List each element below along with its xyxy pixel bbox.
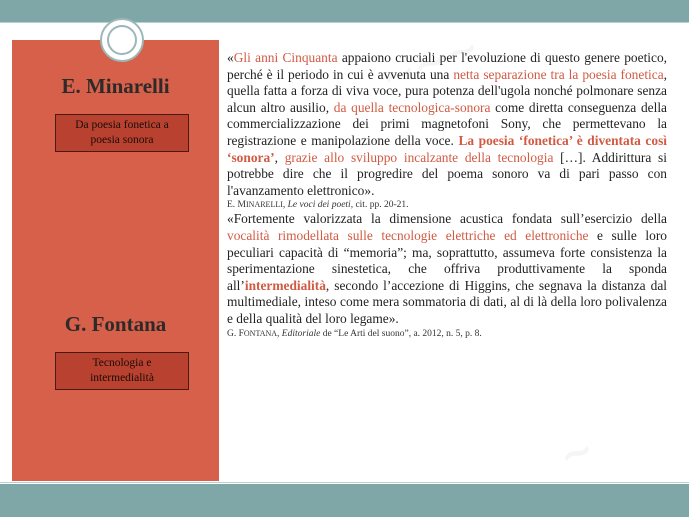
quote-text: «	[227, 50, 234, 65]
bottom-rule	[0, 482, 689, 483]
quote-text: appaiono cruciali per l'evoluzione di questo genere poetico, perché è il periodo in cui è avvenuta una	[227, 50, 668, 82]
left-panel	[12, 40, 219, 481]
cite-rest: de “Le Arti del suono”, a. 2012, n. 5, p. 8.	[320, 328, 482, 339]
cite-author: E. M	[227, 200, 246, 211]
citation-minarelli	[227, 199, 667, 211]
content-area	[227, 50, 667, 340]
quote-highlight: grazie allo sviluppo incalzante della tecnologia	[284, 149, 554, 165]
cite-rest: , cit. pp. 20-21.	[350, 200, 409, 211]
quote-text: come diretta conseguenza della commercializzazione dei primi magnetofoni Sony, che permettevano la registrazione e manipolazione della voce.	[227, 99, 667, 148]
cite-sep: ,	[282, 200, 288, 211]
quote-text: , quella fatta a forza di viva voce, pura potenza dell'ugola nonché polmonare senza alcun altro ausilio,	[227, 66, 668, 115]
quote-text: […]. Addirittura si potrebbe dire che il progredire del poema sonoro va di pari passo con l'avanzamento elettronico».	[227, 149, 667, 198]
quote-highlight-bold: La poesia ‘fonetica’ è diventata così ‘sonora’	[227, 132, 667, 165]
tag-intermedialita	[55, 352, 189, 390]
cite-title: Editoriale	[281, 328, 321, 339]
tag-line: Da poesia fonetica a	[75, 119, 169, 131]
author-minarelli: E. Minarelli	[61, 74, 170, 98]
cite-author: G. F	[227, 328, 244, 339]
circle-inner-icon	[107, 25, 137, 55]
tag-poesia-sonora	[55, 114, 189, 152]
tag-line: intermedialità	[90, 372, 154, 384]
cite-author: ONTANA	[243, 328, 278, 338]
citation-fontana	[227, 328, 667, 340]
quote-text: «Fortemente valorizzata la dimensione acustica fondata sull’esercizio della	[227, 211, 667, 227]
quote-text: , secondo l’accezione di Higgins, che segnava la distanza dal multimediale, inteso come mera sommatoria di dati, al di là della loro polivalenza e della qualità del loro legame».	[227, 277, 667, 326]
top-bar	[0, 0, 689, 22]
top-rule	[0, 22, 689, 23]
quote-highlight: vocalità rimodellata sulle tecnologie elettriche ed elettroniche	[227, 227, 589, 243]
quote-fontana	[227, 211, 667, 327]
cite-sep: ,	[277, 328, 282, 339]
bottom-bar	[0, 484, 689, 517]
quote-highlight-bold: intermedialità	[244, 277, 326, 293]
quote-highlight: da quella tecnologica-sonora	[333, 99, 491, 115]
background-watermark	[553, 426, 600, 481]
quote-highlight: netta separazione tra la poesia fonetica	[453, 66, 664, 82]
quote-text: ,	[274, 149, 285, 165]
quote-minarelli	[227, 50, 667, 199]
tag-line: poesia sonora	[90, 134, 154, 146]
quote-text: e sulle loro peculiari capacità di “memoria”; ma, soprattutto, assumeva forte consistenza la sperimentazione sinestetica, che offriva produttivamente la sponda all’	[227, 227, 667, 293]
quote-highlight: Gli anni Cinquanta	[233, 50, 338, 65]
cite-title: Le voci dei poeti	[287, 200, 351, 211]
author-fontana: G. Fontana	[64, 312, 167, 336]
tag-line: Tecnologia e	[92, 357, 152, 369]
circle-ornament-icon	[100, 18, 144, 62]
cite-author: INARELLI	[246, 200, 283, 210]
